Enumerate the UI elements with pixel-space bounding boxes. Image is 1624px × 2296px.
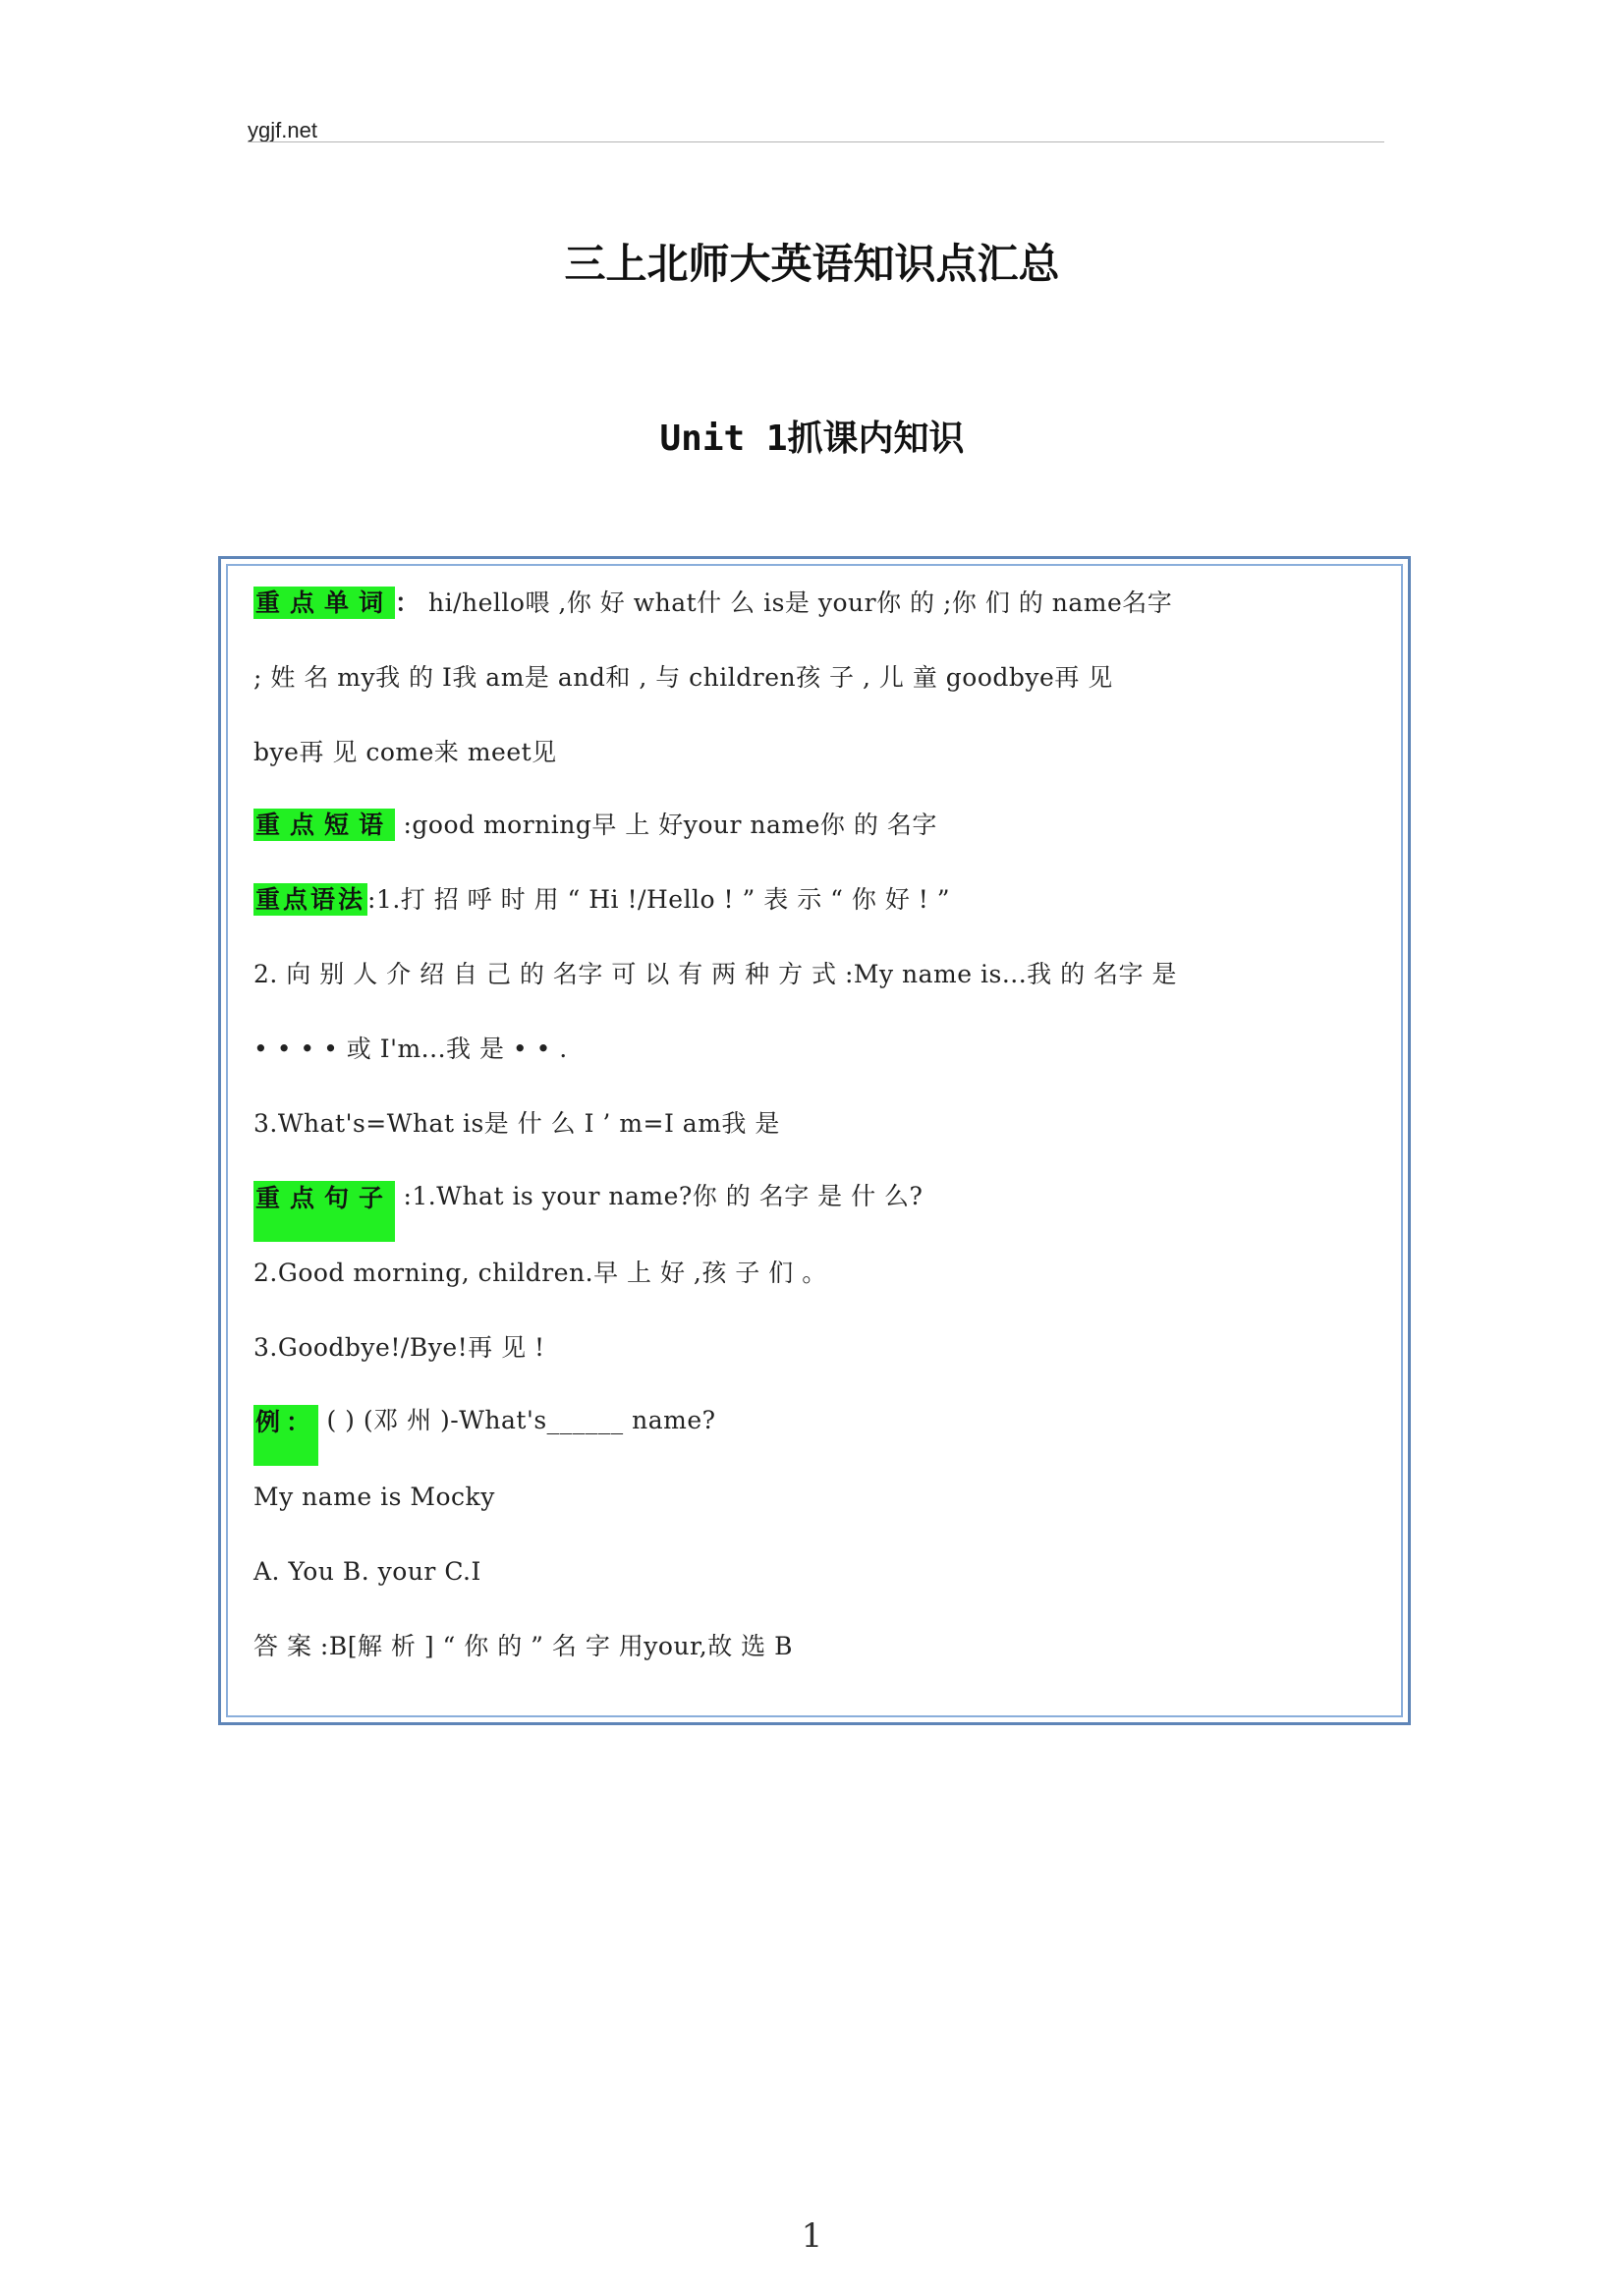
example-label: 例： bbox=[253, 1405, 318, 1466]
sentence-line-1 bbox=[253, 1181, 923, 1242]
sentence-line-3: 3.Goodbye!/Bye!再 见 ! bbox=[253, 1333, 545, 1362]
document-title: 三上北师大英语知识点汇总 bbox=[564, 240, 1060, 288]
vocab-label: 重点单词 bbox=[255, 588, 394, 617]
phrase-label: 重点短语 bbox=[255, 811, 394, 839]
grammar-line-4: 3.What's=What is是 什 么 I ’ m=I am我 是 bbox=[253, 1109, 780, 1138]
vocab-colon: ： bbox=[395, 588, 420, 617]
phrase-line bbox=[253, 810, 937, 841]
sentence-label: 重点句子 bbox=[253, 1181, 395, 1242]
phrase-text: :good morning早 上 好your name你 的 名字 bbox=[403, 811, 937, 839]
grammar-line-2: 2. 向 别 人 介 绍 自 己 的 名字 可 以 有 两 种 方 式 :My name is...我 的 名字 是 bbox=[253, 960, 1178, 988]
grammar-text-1: :1.打 招 呼 时 用 “ Hi !/Hello ! ” 表 示 “ 你 好 ! ” bbox=[367, 885, 951, 914]
grammar-label: 重点语法 bbox=[255, 885, 366, 914]
example-line-2: My name is Mocky bbox=[253, 1483, 495, 1511]
sentence-text-1: :1.What is your name?你 的 名字 是 什 么? bbox=[403, 1182, 924, 1210]
vocab-text-1: hi/hello喂 ,你 好 what什 么 is是 your你 的 ;你 们 的 name名字 bbox=[427, 588, 1173, 617]
example-options: A. You B. your C.I bbox=[253, 1557, 481, 1586]
sentence-line-2: 2.Good morning, children.早 上 好 ,孩 子 们 。 bbox=[253, 1259, 827, 1287]
vocab-line-2: ; 姓 名 my我 的 I我 am是 and和 , 与 children孩 子 , 儿 童 goodbye再 见 bbox=[253, 663, 1113, 692]
header-divider bbox=[248, 141, 1384, 142]
unit-title: Unit 1抓课内知识 bbox=[659, 419, 965, 459]
knowledge-box bbox=[218, 556, 1411, 1725]
grammar-line-1 bbox=[253, 884, 950, 916]
page-number: 1 bbox=[801, 2216, 823, 2256]
grammar-line-3: • • • • 或 I'm...我 是 • • . bbox=[253, 1035, 568, 1063]
answer-line: 答 案 :B[解 析 ] “ 你 的 ” 名 字 用your,故 选 B bbox=[253, 1632, 793, 1660]
example-question: ( ) (邓 州 )-What's______ name? bbox=[326, 1406, 716, 1434]
vocab-line-3: bye再 见 come来 meet见 bbox=[253, 738, 557, 766]
vocab-line-1 bbox=[253, 588, 1172, 619]
example-line-1 bbox=[253, 1405, 716, 1466]
header-site-name: ygjf.net bbox=[248, 118, 317, 142]
